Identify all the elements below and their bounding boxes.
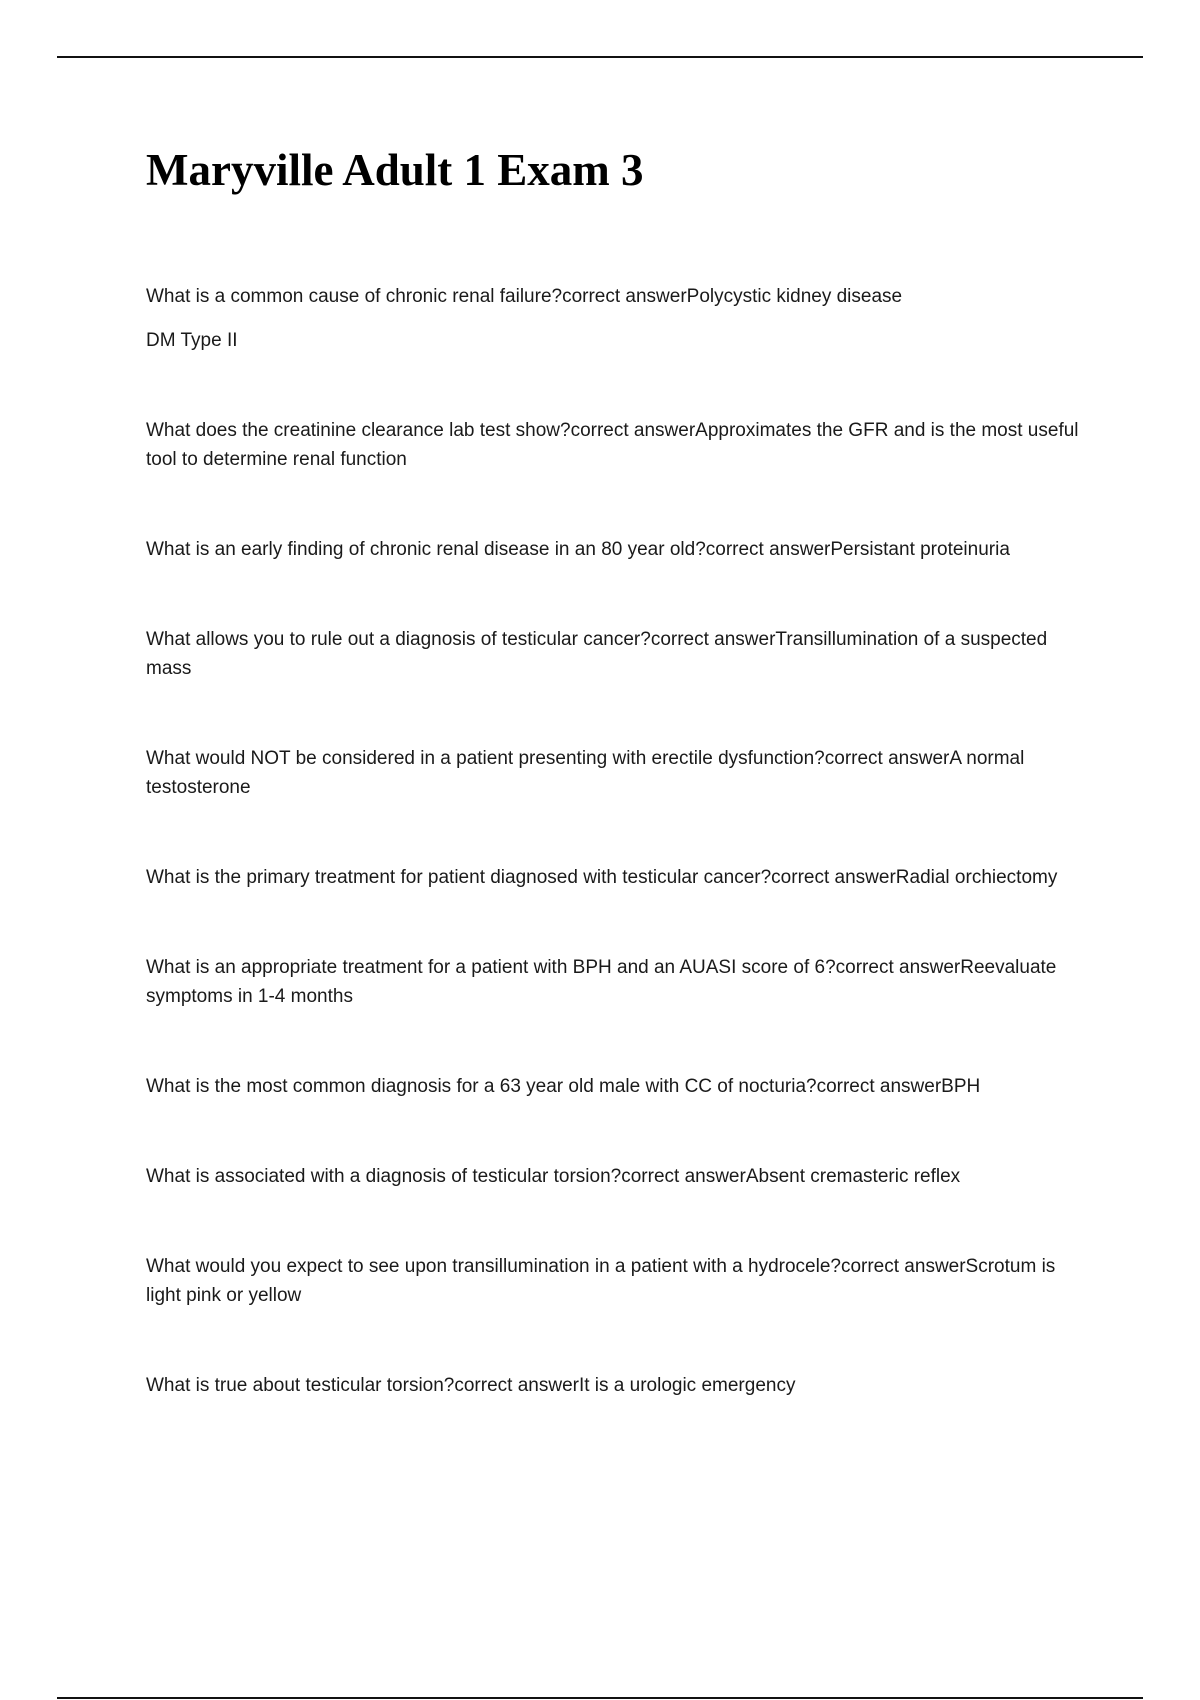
- qa-text: What would you expect to see upon transillumination in a patient with a hydrocele?correct answerScrotum is light pink or yellow: [146, 1256, 1056, 1306]
- qa-text: What allows you to rule out a diagnosis of testicular cancer?correct answerTransillumination of a suspected mass: [146, 629, 1048, 679]
- qa-item-10: [146, 1252, 1086, 1310]
- qa-text: What is the most common diagnosis for a 63 year old male with CC of nocturia?correct answerBPH: [146, 1076, 981, 1097]
- qa-item-3: [146, 535, 1086, 564]
- qa-item-4: [146, 625, 1086, 683]
- document-title: Maryville Adult 1 Exam 3: [146, 145, 644, 195]
- top-rule: [57, 56, 1143, 58]
- qa-text: What is an early finding of chronic renal disease in an 80 year old?correct answerPersistant proteinuria: [146, 539, 1010, 560]
- qa-text: What does the creatinine clearance lab test show?correct answerApproximates the GFR and is the most useful tool to determine renal function: [146, 420, 1079, 470]
- qa-text: What is the primary treatment for patient diagnosed with testicular cancer?correct answerRadial orchiectomy: [146, 867, 1058, 888]
- qa-text: What is a common cause of chronic renal failure?correct answerPolycystic kidney disease: [146, 286, 903, 307]
- qa-text: What is an appropriate treatment for a patient with BPH and an AUASI score of 6?correct answerReevaluate symptoms in 1-4 months: [146, 957, 1057, 1007]
- qa-item-6: [146, 863, 1086, 892]
- document-page: [146, 140, 1086, 1461]
- qa-item-9: [146, 1162, 1086, 1191]
- qa-item-7: [146, 953, 1086, 1011]
- qa-text: What is associated with a diagnosis of testicular torsion?correct answerAbsent cremasteric reflex: [146, 1166, 961, 1187]
- qa-item-2: [146, 416, 1086, 474]
- qa-item-5: [146, 744, 1086, 802]
- qa-list: [146, 282, 1086, 1400]
- qa-item-8: [146, 1072, 1086, 1101]
- qa-text: What would NOT be considered in a patient presenting with erectile dysfunction?correct answerA normal testosterone: [146, 748, 1025, 798]
- qa-extra-text: DM Type II: [146, 330, 238, 351]
- qa-item-1: [146, 282, 1086, 355]
- qa-item-11: [146, 1371, 1086, 1400]
- bottom-rule: [57, 1697, 1143, 1699]
- qa-text: What is true about testicular torsion?correct answerIt is a urologic emergency: [146, 1375, 796, 1396]
